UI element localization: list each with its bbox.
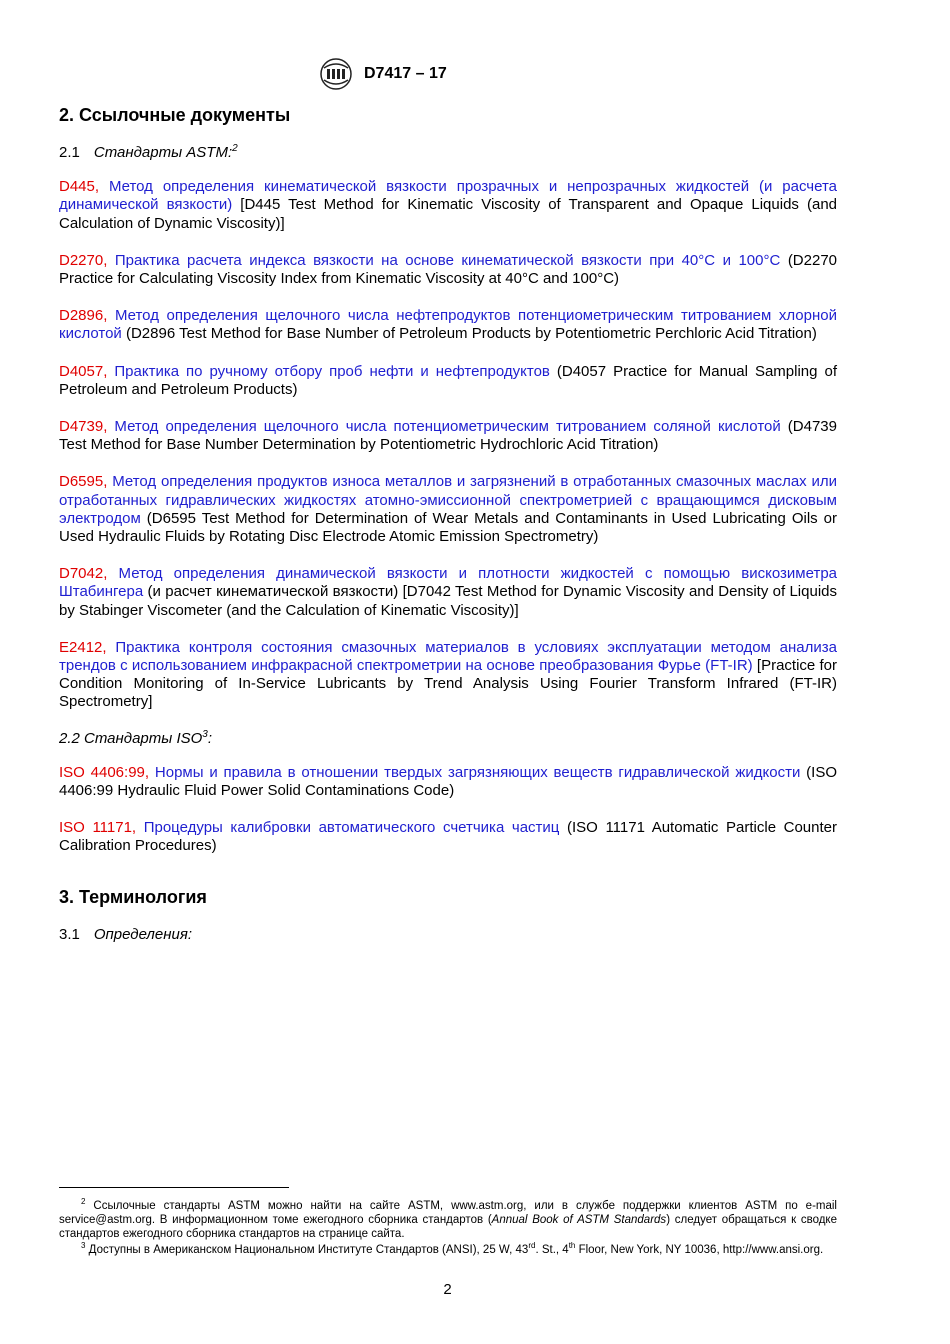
- reference-title-ru[interactable]: Метод определения щелочного числа нефтепродуктов потенциометрическим титрованием хлорной кислотой: [59, 307, 837, 343]
- reference-title-ru[interactable]: Практика контроля состояния смазочных материалов в условиях эксплуатации методом анализа трендов с использованием инфракрасной спектрометрии на основе преобразования Фурье (FT-IR): [59, 638, 837, 675]
- reference-title-ru[interactable]: Метод определения щелочного числа потенциометрическим титрованием соляной кислотой: [114, 418, 781, 436]
- reference-title-ru[interactable]: Метод определения динамической вязкости и плотности жидкостей с помощью вискозиметра Штабингера: [59, 565, 838, 601]
- reference-code[interactable]: D6595,: [59, 473, 108, 491]
- footnote-divider: [59, 1187, 289, 1188]
- subsection-label: 2.2 Стандарты ISO: [59, 729, 203, 747]
- reference-item: [59, 473, 837, 546]
- astm-logo-icon: [318, 58, 354, 90]
- page-header: [318, 58, 447, 90]
- reference-item: [59, 363, 837, 399]
- reference-title-en: (D6595 Test Method for Determination of Wear Metals and Contaminants in Used Lubricating Oils or Used Hydraulic Fluids by Rotating Disc Electrode Atomic Emission Spectrometry): [59, 509, 837, 546]
- footnote-3: [59, 1243, 837, 1257]
- footnote-mark: 3: [81, 1241, 86, 1251]
- reference-title-en: (ISO 4406:99 Hydraulic Fluid Power Solid Contaminations Code): [59, 763, 837, 800]
- reference-title-en: [D445 Test Method for Kinematic Viscosity of Transparent and Opaque Liquids (and Calculation of Dynamic Viscosity)]: [59, 196, 837, 232]
- footnote-text: . St., 4: [535, 1244, 569, 1256]
- reference-code[interactable]: D2896,: [59, 307, 108, 325]
- footnote-italic: Annual Book of ASTM Standards: [491, 1214, 667, 1226]
- reference-item: [59, 764, 837, 800]
- footnote-text: Доступны в Американском Национальном Институте Стандартов (ANSI), 25 W, 43: [85, 1244, 529, 1256]
- footnote-2: [59, 1199, 837, 1241]
- reference-code[interactable]: ISO 4406:99,: [59, 763, 150, 781]
- subsection-colon: :: [207, 729, 213, 747]
- ordinal-suffix: rd: [528, 1241, 536, 1251]
- page-number: 2: [443, 1281, 452, 1298]
- reference-item: [59, 819, 837, 855]
- subsection-number: 2.1: [59, 144, 80, 161]
- reference-title-en: (ISO 11171 Automatic Particle Counter Calibration Procedures): [59, 819, 837, 855]
- reference-title-ru[interactable]: Метод определения продуктов износа металлов и загрязнений в отработанных смазочных маслах или отработанных гидравлических жидкостях атомно-эмиссионной спектрометрией с вращающимся дисковым электродом: [59, 473, 837, 527]
- footnote-ref[interactable]: 3: [202, 728, 208, 740]
- reference-title-en: (и расчет кинематической вязкости) [D7042 Test Method for Dynamic Viscosity and Density of Liquids by Stabinger Viscometer (and the Calculation of Kinematic Viscosity)]: [59, 583, 838, 619]
- reference-item: [59, 565, 837, 620]
- reference-title-en: (D4057 Practice for Manual Sampling of Petroleum and Petroleum Products): [59, 362, 837, 398]
- section-2-title: 2. Ссылочные документы: [59, 105, 291, 125]
- reference-code[interactable]: D4057,: [59, 362, 108, 380]
- reference-item: [59, 252, 837, 288]
- astm-reference-list: [59, 178, 837, 711]
- reference-title-en: (D4739 Test Method for Base Number Determination by Potentiometric Hydrochloric Acid Titration): [59, 418, 837, 454]
- reference-title-en: (D2896 Test Method for Base Number of Petroleum Products by Potentiometric Perchloric Acid Titration): [125, 325, 817, 343]
- reference-item: [59, 307, 837, 343]
- subsection-3-1: [59, 926, 837, 944]
- reference-item: [59, 178, 837, 233]
- reference-code[interactable]: D445,: [59, 178, 100, 196]
- reference-title-ru[interactable]: Метод определения кинематической вязкости прозрачных и непрозрачных жидкостей (и расчета динамической вязкости): [59, 178, 837, 214]
- subsection-label: Стандарты ASTM:: [93, 144, 233, 161]
- page-content: [59, 102, 837, 960]
- reference-title-ru[interactable]: Практика расчета индекса вязкости на основе кинематической вязкости при 40°С и 100°С: [114, 251, 781, 269]
- iso-reference-list: [59, 764, 837, 856]
- reference-code[interactable]: D2270,: [59, 251, 108, 269]
- document-id: D7417 – 17: [364, 65, 447, 82]
- subsection-label: Определения:: [93, 925, 193, 943]
- footnotes: [59, 1199, 837, 1259]
- footnote-mark: 2: [81, 1197, 86, 1207]
- footnote-text: ) следует обращаться к сводке стандартов ежегодного сборника стандартов на странице сайта.: [59, 1214, 837, 1240]
- reference-code[interactable]: D7042,: [59, 565, 108, 583]
- subsection-2-1: [59, 144, 837, 162]
- reference-title-ru[interactable]: Процедуры калибровки автоматического счетчика частиц: [143, 819, 560, 837]
- reference-title-ru[interactable]: Практика по ручному отбору проб нефти и нефтепродуктов: [114, 362, 550, 380]
- reference-title-en: [Practice for Condition Monitoring of In-Service Lubricants by Trend Analysis Using Fourier Transform Infrared (FT-IR) Spectrometry]: [59, 657, 838, 711]
- section-3-title: 3. Терминология: [59, 886, 207, 907]
- reference-code[interactable]: ISO 11171,: [59, 819, 137, 837]
- reference-item: [59, 639, 837, 712]
- reference-title-en: (D2270 Practice for Calculating Viscosity Index from Kinematic Viscosity at 40°C and 100°C): [59, 251, 838, 288]
- reference-code[interactable]: E2412,: [59, 638, 107, 656]
- reference-item: [59, 418, 837, 454]
- subsection-2-2: [59, 730, 837, 748]
- ordinal-suffix: th: [568, 1241, 576, 1251]
- footnote-text: Floor, New York, NY 10036, http://www.ansi.org.: [575, 1244, 824, 1256]
- reference-code[interactable]: D4739,: [59, 418, 108, 436]
- footnote-text: Ссылочные стандарты ASTM можно найти на сайте ASTM, www.astm.org, или в службе поддержки клиентов ASTM по e-mail service@astm.org. В информационном томе ежегодного сборника стандартов (: [59, 1200, 837, 1226]
- reference-title-ru[interactable]: Нормы и правила в отношении твердых загрязняющих веществ гидравлической жидкости: [154, 763, 801, 781]
- subsection-number: 3.1: [59, 925, 80, 943]
- footnote-ref[interactable]: 2: [232, 143, 238, 154]
